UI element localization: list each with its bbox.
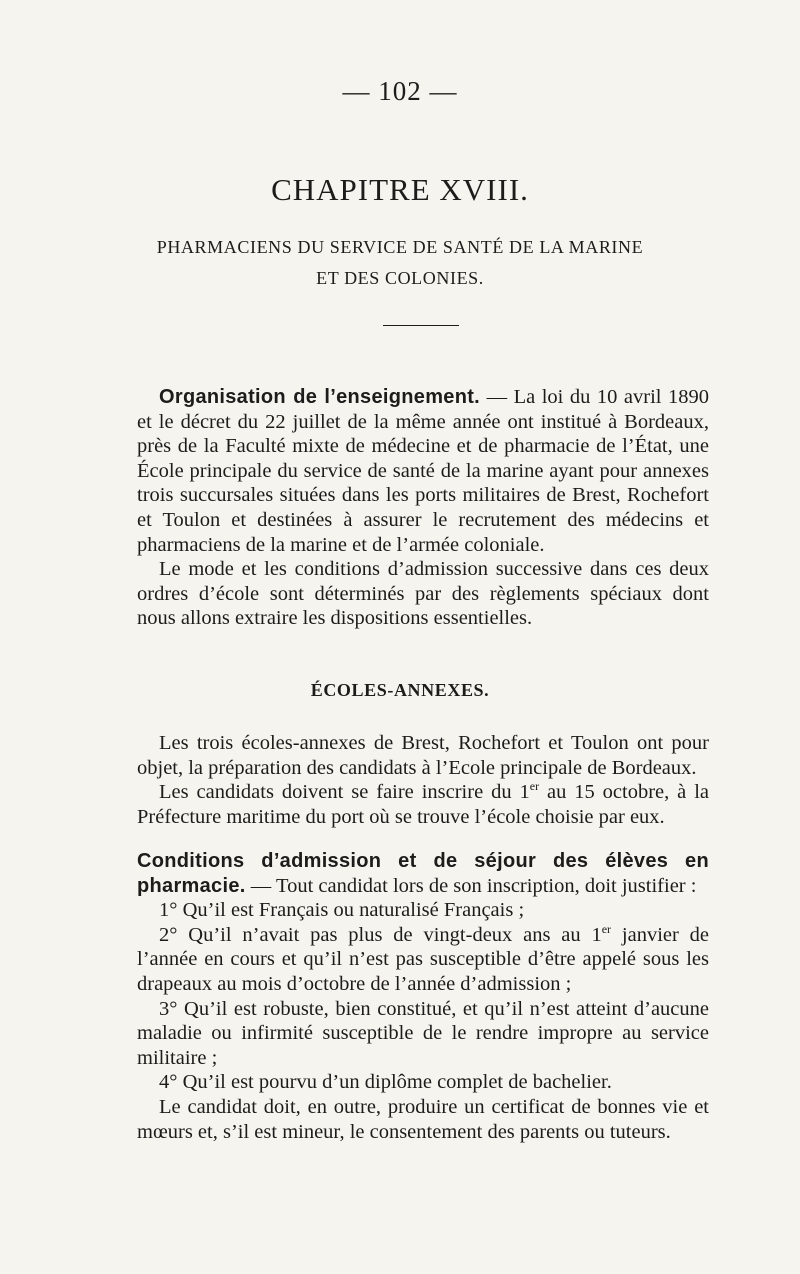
chapter-subtitle-line-2: ET DES COLONIES. [316,268,484,288]
runin-heading-organisation: Organisation de l’enseignement. [159,386,481,408]
paragraph [137,780,709,829]
paragraph-text: — Tout candidat lors de son inscription, doit justifier : [245,874,697,897]
paragraph-text: — La loi du 10 avril 1890 et le décret du 22 juillet de la même année ont institué à Bordeaux, près de la Faculté mixte de médecine et de pharmacie de l’État, une École principale du service de santé de la marine ayant pour annexes trois succursales situées dans les ports militaires de Brest, Rochefort et Toulon et destinées à assurer le recrutement des médecins et pharmaciens de la marine et de l’armée coloniale. [137,386,709,556]
section-heading-ecoles-annexes: ÉCOLES-ANNEXES. [310,680,490,700]
paragraph-text: Les candidats doivent se faire inscrire du 1 [159,781,530,804]
list-item: 4° Qu’il est pourvu d’un diplôme complet de bachelier. [159,1071,612,1094]
list-item: 3° Qu’il est robuste, bien constitué, et qu’il n’est atteint d’aucune maladie ou infirmité susceptible de le rendre impropre au service militaire ; [137,997,709,1069]
paragraph: Les trois écoles-annexes de Brest, Rochefort et Toulon ont pour objet, la préparation des candidats à l’Ecole principale de Bordeaux. [137,732,709,779]
separator-rule [383,325,459,326]
paragraph: Le mode et les conditions d’admission successive dans ces deux ordres d’école sont déterminés par des règlements spéciaux dont nous allons extraire les dispositions essentielles. [137,558,709,630]
list-item [137,923,709,997]
chapter-subtitle [0,232,800,294]
list-item: 1° Qu’il est Français ou naturalisé Français ; [159,899,525,922]
runin-heading-conditions: Conditions d’admission et de séjour des élèves en pharmacie. [137,850,709,897]
chapter-subtitle-line-1: PHARMACIENS DU SERVICE DE SANTÉ DE LA MARINE [156,237,644,257]
superscript: er [601,921,612,936]
paragraph [137,385,709,557]
section-conditions [137,849,709,1144]
section-ecoles-annexes [137,731,709,829]
section-organisation [137,385,709,631]
paragraph-text: au 15 octobre, à la Préfecture maritime du port où se trouve l’école choisie par eux. [137,781,709,828]
paragraph-text: janvier de l’année en cours et qu’il n’est pas susceptible d’être appelé sous les drapeaux au mois d’octobre de l’année d’admission ; [137,923,709,995]
paragraph: Le candidat doit, en outre, produire un certificat de bonnes vie et mœurs et, s’il est mineur, le consentement des parents ou tuteurs. [137,1095,709,1143]
paragraph-text: 2° Qu’il n’avait pas plus de vingt-deux ans au 1 [159,923,602,946]
page-number: — 102 — [342,76,458,106]
paragraph [137,849,709,898]
chapter-title: CHAPITRE XVIII. [271,172,529,207]
superscript: er [529,779,540,794]
